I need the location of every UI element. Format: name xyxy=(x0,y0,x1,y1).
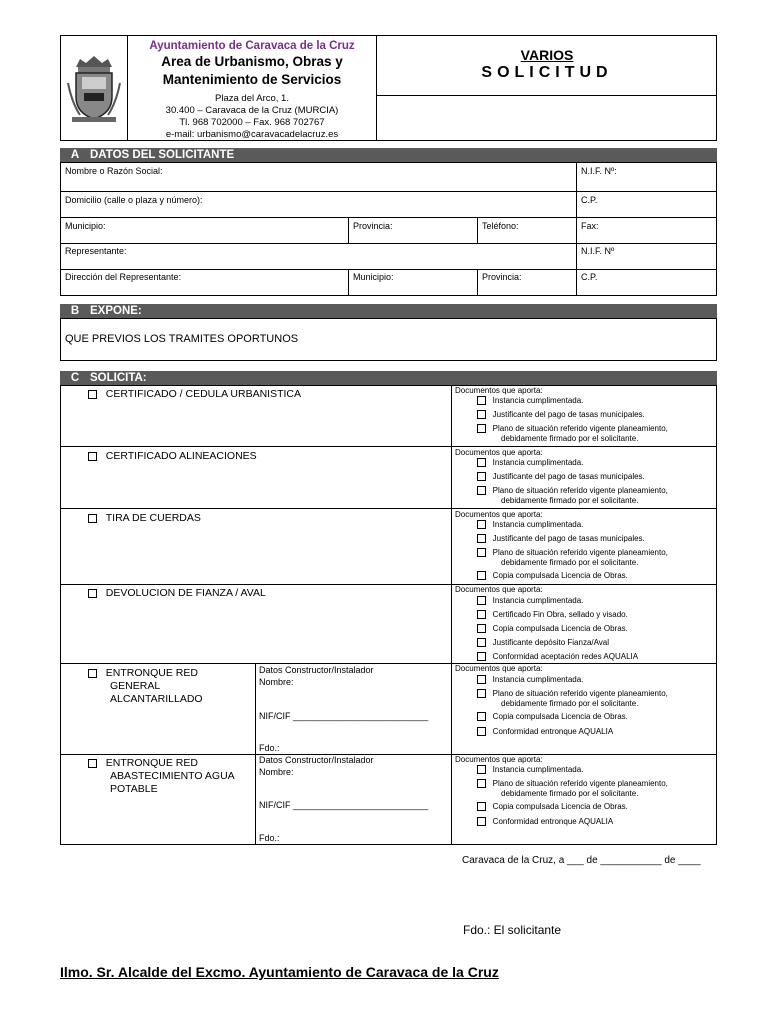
email-line: e-mail: urbanismo@caravacadelacruz.es xyxy=(165,129,339,140)
address-line-1: Plaza del Arco, 1. xyxy=(215,93,289,104)
section-b-header xyxy=(60,304,717,318)
checkbox-icon[interactable] xyxy=(477,596,486,605)
checkbox-icon[interactable] xyxy=(477,396,486,405)
area-line-1: Area de Urbanismo, Obras y xyxy=(161,54,343,69)
checkbox-icon[interactable] xyxy=(477,779,486,788)
section-b-letter: B xyxy=(70,305,80,317)
checkbox-icon[interactable] xyxy=(477,675,486,684)
header-institution xyxy=(128,35,377,141)
municipio-representante-field[interactable]: Municipio: xyxy=(353,272,394,282)
area-line-2: Mantenimiento de Servicios xyxy=(162,72,342,87)
expone-text: QUE PREVIOS LOS TRAMITES OPORTUNOS xyxy=(65,333,299,345)
section-b-title: EXPONE: xyxy=(90,305,142,317)
constructor-nombre-field[interactable]: Nombre: xyxy=(259,677,294,687)
section-a-title: DATOS DEL SOLICITANTE xyxy=(90,149,235,161)
fax-field[interactable]: Fax: xyxy=(581,221,599,231)
constructor-fdo-field[interactable]: Fdo.: xyxy=(259,743,280,753)
section-a-letter: A xyxy=(70,149,80,161)
direccion-representante-field[interactable]: Dirección del Representante: xyxy=(65,272,182,282)
ayuntamiento-name: Ayuntamiento de Caravaca de la Cruz xyxy=(149,40,355,52)
checkbox-icon[interactable] xyxy=(477,802,486,811)
representante-field[interactable]: Representante: xyxy=(65,246,127,256)
form-category: VARIOS xyxy=(520,47,574,63)
cp-representante-field[interactable]: C.P. xyxy=(581,272,598,282)
header-divider xyxy=(377,95,717,96)
checkbox-icon[interactable] xyxy=(477,424,486,433)
solicita-item-fianza[interactable]: DEVOLUCION DE FIANZA / AVAL xyxy=(88,587,266,599)
section-a-header xyxy=(60,148,717,162)
solicita-item-abastecimiento[interactable]: ENTRONQUE RED ABASTECIMIENTO AGUA POTABLE xyxy=(88,757,235,796)
checkbox-icon[interactable] xyxy=(477,689,486,698)
constructor-nif-field[interactable]: NIF/CIF ___________________________ xyxy=(259,800,429,810)
municipio-field[interactable]: Municipio: xyxy=(65,221,106,231)
docs-list: Instancia cumplimentada. Certificado Fin Obra, sellado y visado. Copia compulsada Licencia de Obras. Justificante depósito Fianza/Aval Conformidad aceptación redes AQUALIA xyxy=(477,596,712,664)
checkbox-icon[interactable] xyxy=(477,727,486,736)
docs-list: Instancia cumplimentada. Justificante del pago de tasas municipales. Plano de situación referido vigente planeamiento, debidamente firmado por el solicitante. xyxy=(477,396,712,443)
docs-header: Documentos que aporta: xyxy=(455,510,543,519)
provincia-representante-field[interactable]: Provincia: xyxy=(482,272,522,282)
section-a-table xyxy=(60,162,717,296)
docs-list: Instancia cumplimentada. Plano de situación referido vigente planeamiento, debidamente firmado por el solicitante. Copia compulsada Licencia de Obras. Conformidad entronque AQUALIA xyxy=(477,765,712,826)
constructor-datos-label: Datos Constructor/Instalador xyxy=(259,665,374,675)
fecha-line[interactable]: Caravaca de la Cruz, a ___ de ___________ de ____ xyxy=(462,855,701,866)
solicita-item-cedula[interactable]: CERTIFICADO / CEDULA URBANISTICA xyxy=(88,388,301,400)
docs-header: Documentos que aporta: xyxy=(455,585,543,594)
checkbox-icon[interactable] xyxy=(477,534,486,543)
checkbox-icon[interactable] xyxy=(477,638,486,647)
checkbox-icon[interactable] xyxy=(88,669,97,678)
checkbox-icon[interactable] xyxy=(88,589,97,598)
section-c-header xyxy=(60,371,717,385)
checkbox-icon[interactable] xyxy=(477,712,486,721)
constructor-block xyxy=(259,754,374,778)
checkbox-icon[interactable] xyxy=(477,817,486,826)
checkbox-icon[interactable] xyxy=(477,472,486,481)
docs-header: Documentos que aporta: xyxy=(455,664,543,673)
docs-header: Documentos que aporta: xyxy=(455,755,543,764)
checkbox-icon[interactable] xyxy=(477,652,486,661)
constructor-datos-label: Datos Constructor/Instalador xyxy=(259,755,374,765)
constructor-nif-field[interactable]: NIF/CIF ___________________________ xyxy=(259,711,429,721)
checkbox-icon[interactable] xyxy=(477,548,486,557)
checkbox-icon[interactable] xyxy=(477,458,486,467)
checkbox-icon[interactable] xyxy=(477,410,486,419)
nombre-field[interactable]: Nombre o Razón Social: xyxy=(65,166,163,176)
constructor-nombre-field[interactable]: Nombre: xyxy=(259,767,294,777)
checkbox-icon[interactable] xyxy=(88,390,97,399)
solicita-item-alcantarillado[interactable]: ENTRONQUE RED GENERAL ALCANTARILLADO xyxy=(88,667,203,706)
checkbox-icon[interactable] xyxy=(88,452,97,461)
section-c-letter: C xyxy=(70,372,80,384)
form-title: SOLICITUD xyxy=(481,64,613,81)
checkbox-icon[interactable] xyxy=(477,610,486,619)
section-b-box xyxy=(60,318,717,361)
coat-of-arms-logo xyxy=(66,53,122,125)
constructor-fdo-field[interactable]: Fdo.: xyxy=(259,833,280,843)
nif-field[interactable]: N.I.F. Nº: xyxy=(581,166,617,176)
address-line-2: 30.400 – Caravaca de la Cruz (MURCIA) xyxy=(165,105,339,116)
docs-list: Instancia cumplimentada. Plano de situación referido vigente planeamiento, debidamente firmado por el solicitante. Copia compulsada Licencia de Obras. Conformidad entronque AQUALIA xyxy=(477,675,712,736)
solicita-item-tira-cuerdas[interactable]: TIRA DE CUERDAS xyxy=(88,512,201,524)
docs-header: Documentos que aporta: xyxy=(455,448,543,457)
checkbox-icon[interactable] xyxy=(477,765,486,774)
destinatario: Ilmo. Sr. Alcalde del Excmo. Ayuntamiento de Caravaca de la Cruz xyxy=(60,964,499,980)
domicilio-field[interactable]: Domicilio (calle o plaza y número): xyxy=(65,195,203,205)
docs-list: Instancia cumplimentada. Justificante del pago de tasas municipales. Plano de situación referido vigente planeamiento, debidamente firmado por el solicitante. xyxy=(477,458,712,505)
docs-list: Instancia cumplimentada. Justificante del pago de tasas municipales. Plano de situación referido vigente planeamiento, debidamente firmado por el solicitante. Copia compulsada Licencia de Obras. xyxy=(477,520,712,580)
solicita-item-alineaciones[interactable]: CERTIFICADO ALINEACIONES xyxy=(88,450,257,462)
section-c-title: SOLICITA: xyxy=(90,372,147,384)
provincia-field[interactable]: Provincia: xyxy=(353,221,393,231)
checkbox-icon[interactable] xyxy=(477,624,486,633)
checkbox-icon[interactable] xyxy=(88,514,97,523)
address-line-3: Tl. 968 702000 – Fax. 968 702767 xyxy=(179,117,325,128)
docs-header: Documentos que aporta: xyxy=(455,386,543,395)
checkbox-icon[interactable] xyxy=(477,520,486,529)
nif-representante-field[interactable]: N.I.F. Nº xyxy=(581,246,615,256)
logo-cell xyxy=(60,35,128,141)
cp-field[interactable]: C.P. xyxy=(581,195,598,205)
telefono-field[interactable]: Teléfono: xyxy=(482,221,519,231)
firma-solicitante: Fdo.: El solicitante xyxy=(463,923,562,937)
checkbox-icon[interactable] xyxy=(88,759,97,768)
checkbox-icon[interactable] xyxy=(477,571,486,580)
checkbox-icon[interactable] xyxy=(477,486,486,495)
constructor-block xyxy=(259,664,374,688)
